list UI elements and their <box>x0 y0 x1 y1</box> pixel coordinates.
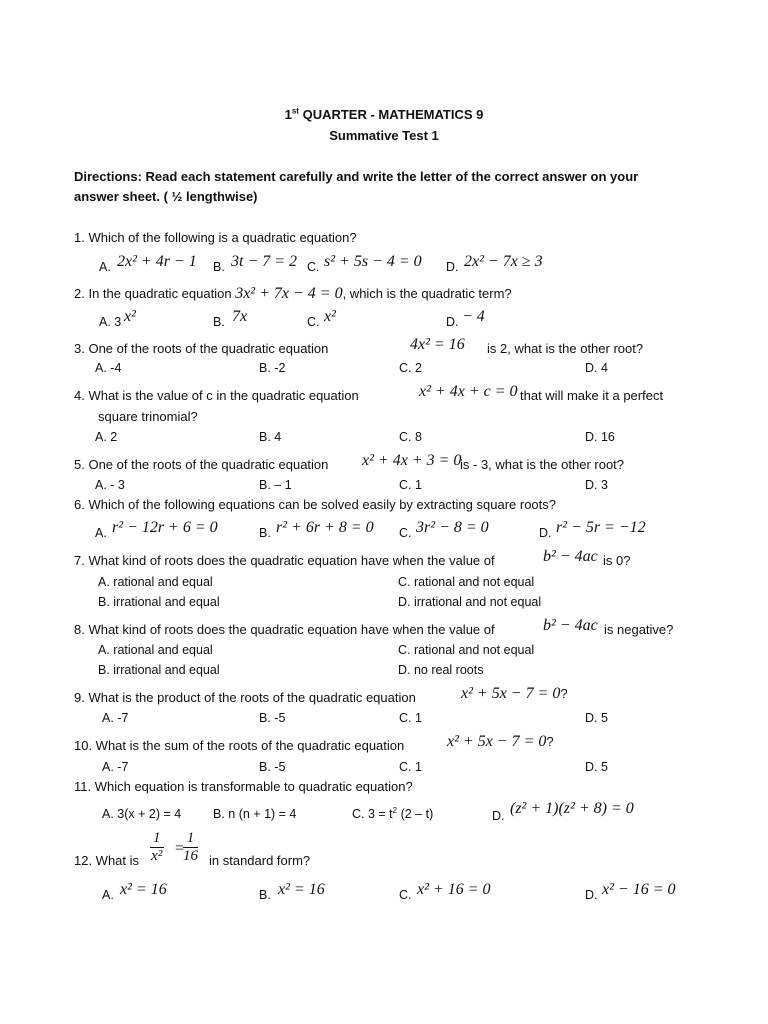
q12-fraction-left-numerator: 1 <box>150 830 164 848</box>
question-1-text: 1. Which of the following is a quadratic equation? <box>74 230 357 245</box>
q1-choice-a: 2x² + 4r − 1 <box>117 253 197 270</box>
q6-choice-b-letter: B. <box>259 526 271 540</box>
q6-choice-b: r² + 6r + 8 = 0 <box>276 519 374 536</box>
q4-choice-d: D. 16 <box>585 430 615 444</box>
q6-choice-d-letter: D. <box>539 526 552 540</box>
q7-choice-c: C. rational and not equal <box>398 575 535 589</box>
q12-text-pre: 12. What is <box>74 853 140 868</box>
q2-choice-b: 7x <box>232 308 248 325</box>
q3-choice-b: B. -2 <box>259 361 286 375</box>
q12-choice-b: x² = 16 <box>278 881 325 898</box>
q12-choice-c: x² + 16 = 0 <box>417 881 491 898</box>
q3-equation: 4x² = 16 <box>410 336 465 353</box>
q6-choice-d: r² − 5r = −12 <box>556 519 646 536</box>
q11-choice-a: A. 3(x + 2) = 4 <box>102 807 182 821</box>
q4-choice-c: C. 8 <box>399 430 422 444</box>
q4-text-line2: square trinomial? <box>98 409 198 424</box>
q7-choice-a: A. rational and equal <box>98 575 213 589</box>
q3-choice-d: D. 4 <box>585 361 608 375</box>
q10-choice-d: D. 5 <box>585 760 608 774</box>
q9-equation: x² + 5x − 7 = 0 <box>461 685 561 702</box>
q2-choice-d: − 4 <box>462 308 485 325</box>
q2-choice-a: x² <box>124 308 136 325</box>
q3-choice-a: A. -4 <box>95 361 122 375</box>
q8-choice-d: D. no real roots <box>398 663 484 677</box>
q9-text-pre: 9. What is the product of the roots of the quadratic equation <box>74 690 416 705</box>
q11-choice-c-pre: C. 3 = t <box>352 807 393 821</box>
q12-choice-b-letter: B. <box>259 888 271 902</box>
q7-equation: b² − 4ac <box>543 548 598 565</box>
q2-choice-a-letter: A. 3 <box>99 315 122 329</box>
q2-choice-c-letter: C. <box>307 315 320 329</box>
question-2-text <box>74 286 512 302</box>
q6-choice-c: 3r² − 8 = 0 <box>416 519 489 536</box>
q5-choice-b: B. – 1 <box>259 478 292 492</box>
q11-choice-c-post: (2 – t) <box>397 807 434 821</box>
q11-choice-d: (z² + 1)(z² + 8) = 0 <box>510 800 634 817</box>
q10-choice-c: C. 1 <box>399 760 422 774</box>
q12-fraction-left <box>150 830 164 865</box>
q8-choice-a: A. rational and equal <box>98 643 213 657</box>
q6-choice-a-letter: A. <box>95 526 107 540</box>
q12-choice-a-letter: A. <box>102 888 114 902</box>
q6-choice-c-letter: C. <box>399 526 412 540</box>
q3-text-post: is 2, what is the other root? <box>487 341 644 356</box>
q1-choice-b: 3t − 7 = 2 <box>231 253 298 270</box>
q4-text-post: that will make it a perfect <box>520 388 664 403</box>
q1-choice-c: s² + 5s − 4 = 0 <box>324 253 422 270</box>
q7-choice-d: D. irrational and not equal <box>398 595 542 609</box>
q7-text-pre: 7. What kind of roots does the quadratic equation have when the value of <box>74 553 495 568</box>
q10-equation: x² + 5x − 7 = 0 <box>447 733 547 750</box>
q12-fraction-right <box>183 830 198 865</box>
q2-equation: 3x² + 7x − 4 = 0 <box>235 285 343 302</box>
q2-choice-d-letter: D. <box>446 315 459 329</box>
q3-text-pre: 3. One of the roots of the quadratic equation <box>74 341 329 356</box>
q8-text-post: is negative? <box>604 622 674 637</box>
q8-text-pre: 8. What kind of roots does the quadratic equation have when the value of <box>74 622 495 637</box>
q9-choice-a: A. -7 <box>102 711 129 725</box>
q10-equation-wrap <box>447 734 554 750</box>
q3-choice-c: C. 2 <box>399 361 422 375</box>
q4-text-pre: 4. What is the value of c in the quadratic equation <box>74 388 359 403</box>
q8-equation: b² − 4ac <box>543 617 598 634</box>
q12-text-post: in standard form? <box>209 853 311 868</box>
q12-fraction-left-denominator: x² <box>151 848 163 864</box>
q1-choice-d-letter: D. <box>446 260 459 274</box>
q12-fraction-right-denominator: 16 <box>183 848 198 864</box>
q2-choice-c: x² <box>324 308 336 325</box>
q2-text-post: , which is the quadratic term? <box>342 286 512 301</box>
q8-choice-b: B. irrational and equal <box>98 663 220 677</box>
q9-choice-b: B. -5 <box>259 711 286 725</box>
q5-text-pre: 5. One of the roots of the quadratic equation <box>74 457 329 472</box>
q10-choice-a: A. -7 <box>102 760 129 774</box>
q12-choice-a: x² = 16 <box>120 881 167 898</box>
q4-choice-a: A. 2 <box>95 430 118 444</box>
q5-text-post: is - 3, what is the other root? <box>460 457 625 472</box>
q7-text-post: is 0? <box>603 553 631 568</box>
q5-choice-c: C. 1 <box>399 478 422 492</box>
q9-equation-wrap <box>461 686 568 702</box>
q1-choice-a-letter: A. <box>99 260 111 274</box>
q1-choice-b-letter: B. <box>213 260 225 274</box>
q5-choice-d: D. 3 <box>585 478 608 492</box>
q11-choice-d-letter: D. <box>492 809 505 823</box>
q9-choice-c: C. 1 <box>399 711 422 725</box>
q4-choice-b: B. 4 <box>259 430 282 444</box>
q10-choice-b: B. -5 <box>259 760 286 774</box>
q2-text-pre: 2. In the quadratic equation <box>74 286 232 301</box>
q12-equals: = <box>174 840 185 857</box>
q12-fraction-right-numerator: 1 <box>183 830 198 848</box>
q5-equation: x² + 4x + 3 = 0 <box>362 452 462 469</box>
q1-choice-c-letter: C. <box>307 260 320 274</box>
q9-choice-d: D. 5 <box>585 711 608 725</box>
q6-choice-a: r² − 12r + 6 = 0 <box>112 519 218 536</box>
q7-choice-b: B. irrational and equal <box>98 595 220 609</box>
q4-equation: x² + 4x + c = 0 <box>419 383 518 400</box>
q11-choice-c-sup: 2 <box>392 805 398 815</box>
directions-line-2: answer sheet. ( ½ lengthwise) <box>74 189 258 204</box>
q9-text-post: ? <box>560 686 568 701</box>
q11-choice-c <box>352 806 433 822</box>
test-subtitle: Summative Test 1 <box>329 128 439 143</box>
question-11-text: 11. Which equation is transformable to quadratic equation? <box>74 779 413 794</box>
q10-text-post: ? <box>546 734 554 749</box>
q12-choice-d: x² − 16 = 0 <box>602 881 676 898</box>
q11-choice-b: B. n (n + 1) = 4 <box>213 807 297 821</box>
q1-choice-d: 2x² − 7x ≥ 3 <box>464 253 543 270</box>
q10-text-pre: 10. What is the sum of the roots of the quadratic equation <box>74 738 405 753</box>
q5-choice-a: A. - 3 <box>95 478 125 492</box>
directions-line-1: Directions: Read each statement carefully and write the letter of the correct answer on your <box>74 169 639 184</box>
q8-choice-c: C. rational and not equal <box>398 643 535 657</box>
q12-choice-d-letter: D. <box>585 888 598 902</box>
question-6-text: 6. Which of the following equations can be solved easily by extracting square roots? <box>74 497 556 512</box>
q12-choice-c-letter: C. <box>399 888 412 902</box>
q2-choice-b-letter: B. <box>213 315 225 329</box>
test-title: 1st QUARTER - MATHEMATICS 9 <box>284 106 484 122</box>
